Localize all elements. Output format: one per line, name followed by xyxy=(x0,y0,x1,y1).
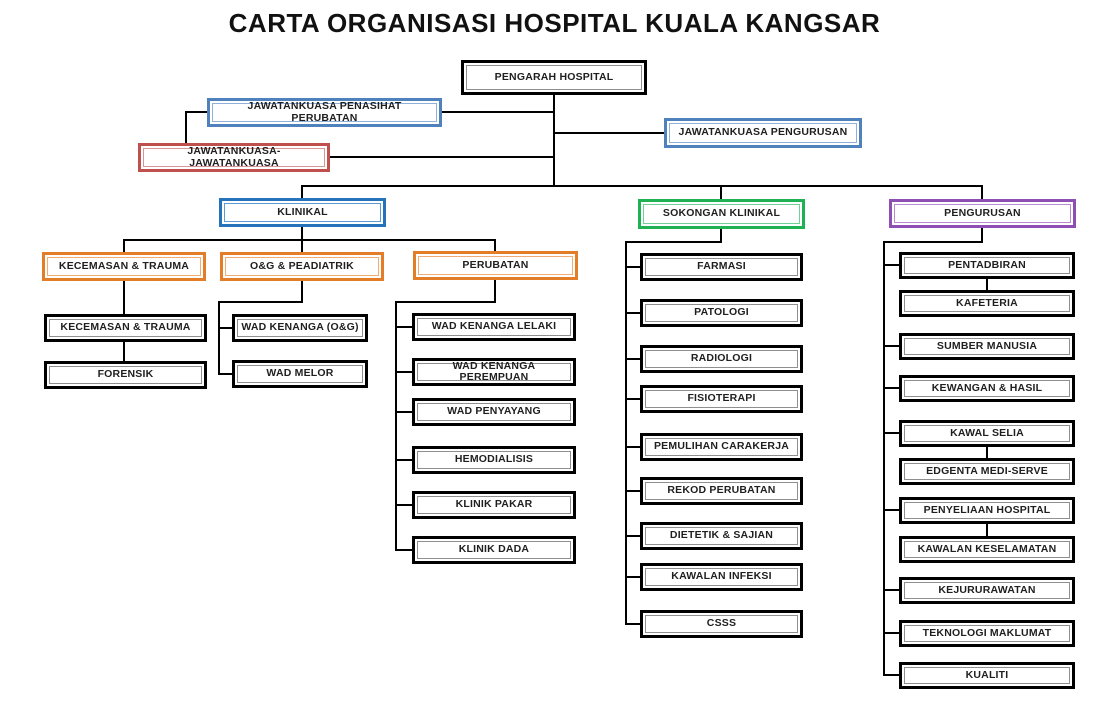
connector-sokongan-stub-6 xyxy=(625,490,640,492)
connector-perubatan-elbow xyxy=(395,301,495,303)
org-box-jawatankuasa-penasihat-perubatan xyxy=(207,98,442,127)
connector-jawatankuasa-right xyxy=(330,156,554,158)
connector-pengurusan-stub-teknologi xyxy=(883,632,899,634)
org-box-label: KECEMASAN & TRAUMA xyxy=(47,257,201,276)
connector-sokongan-stub-2 xyxy=(625,312,640,314)
org-box-label: RADIOLOGI xyxy=(645,350,798,368)
org-box-label: KEWANGAN & HASIL xyxy=(904,380,1070,397)
connector-penasihat-to-jawatankuasa xyxy=(185,111,187,143)
connector-perubatan-stub-5 xyxy=(395,504,412,506)
connector-pengurusan-elbow xyxy=(883,241,982,243)
org-box-label: CSSS xyxy=(645,615,798,633)
connector-pengurusan-stub-penyeliaan xyxy=(883,509,899,511)
org-box-csss xyxy=(640,610,803,638)
connector-og-spine xyxy=(218,301,220,374)
connector-perubatan-down xyxy=(494,280,496,303)
org-box-label: PENGARAH HOSPITAL xyxy=(466,65,642,90)
org-box-farmasi xyxy=(640,253,803,281)
org-box-label: PENGURUSAN xyxy=(894,204,1071,223)
org-box-kewangan-hasil xyxy=(899,375,1075,402)
org-box-dietetik-sajian xyxy=(640,522,803,550)
org-box-label: REKOD PERUBATAN xyxy=(645,482,798,500)
org-box-jawatankuasa-jawatankuasa xyxy=(138,143,330,172)
org-box-sumber-manusia xyxy=(899,333,1075,360)
connector-pengarah-trunk xyxy=(553,95,555,186)
connector-sokongan-stub-1 xyxy=(625,266,640,268)
org-box-label: HEMODIALISIS xyxy=(417,451,571,469)
org-box-pemulihan-carakerja xyxy=(640,433,803,461)
org-box-hemodialisis xyxy=(412,446,576,474)
org-box-wad-kenanga-lelaki xyxy=(412,313,576,341)
org-box-label: JAWATANKUASA- JAWATANKUASA xyxy=(143,148,325,167)
connector-sokongan-stub-9 xyxy=(625,623,640,625)
connector-perubatan-stub-3 xyxy=(395,411,412,413)
connector-og-elbow xyxy=(218,301,303,303)
connector-jk-pengurusan xyxy=(554,132,664,134)
org-box-label: DIETETIK & SAJIAN xyxy=(645,527,798,545)
connector-sokongan-stub-3 xyxy=(625,358,640,360)
org-box-label: WAD KENANGA PEREMPUAN xyxy=(417,363,571,381)
org-box-label: KECEMASAN & TRAUMA xyxy=(49,319,202,337)
org-box-edgenta-medi-serve xyxy=(899,458,1075,485)
org-box-label: KAFETERIA xyxy=(904,295,1070,312)
org-box-label: KEJURURAWATAN xyxy=(904,582,1070,599)
page-title: CARTA ORGANISASI HOSPITAL KUALA KANGSAR xyxy=(228,8,881,38)
org-box-label: WAD KENANGA (O&G) xyxy=(237,319,363,337)
connector-sokongan-stub-8 xyxy=(625,576,640,578)
connector-penasihat-left xyxy=(185,111,207,113)
connector-division-distribution xyxy=(301,185,982,187)
connector-drop-klinikal xyxy=(301,185,303,198)
org-box-jawatankuasa-pengurusan xyxy=(664,118,862,148)
connector-penyeliaan-keselamatan xyxy=(986,524,988,536)
org-box-kualiti xyxy=(899,662,1075,689)
connector-pentadbiran-kafeteria xyxy=(986,279,988,290)
connector-sokongan-stub-5 xyxy=(625,446,640,448)
org-box-label: SUMBER MANUSIA xyxy=(904,338,1070,355)
org-box-label: PENYELIAAN HOSPITAL xyxy=(904,502,1070,519)
org-box-label: KLINIK PAKAR xyxy=(417,496,571,514)
connector-drop-og xyxy=(301,239,303,252)
org-box-label: KAWALAN INFEKSI xyxy=(645,568,798,586)
connector-pengurusan-stub-kualiti xyxy=(883,674,899,676)
org-box-label: KAWALAN KESELAMATAN xyxy=(904,541,1070,558)
org-box-label: KLINIK DADA xyxy=(417,541,571,559)
connector-penasihat-right xyxy=(442,111,554,113)
org-box-perubatan-unit xyxy=(413,251,578,280)
org-box-kecemasan-trauma xyxy=(44,314,207,342)
org-box-label: FARMASI xyxy=(645,258,798,276)
connector-pengurusan-stub-pentadbiran xyxy=(883,264,899,266)
org-box-kawalan-infeksi xyxy=(640,563,803,591)
connector-pengurusan-stub-kawal-selia xyxy=(883,432,899,434)
org-box-rekod-perubatan xyxy=(640,477,803,505)
connector-og-down xyxy=(301,281,303,302)
org-box-wad-melor xyxy=(232,360,368,388)
connector-drop-kecemasan xyxy=(123,239,125,252)
org-box-label: PATOLOGI xyxy=(645,304,798,322)
org-box-pengarah-hospital xyxy=(461,60,647,95)
org-box-label: TEKNOLOGI MAKLUMAT xyxy=(904,625,1070,642)
connector-og-stub-2 xyxy=(218,373,232,375)
connector-drop-perubatan xyxy=(494,239,496,251)
org-box-label: EDGENTA MEDI-SERVE xyxy=(904,463,1070,480)
connector-kecemasan-child1 xyxy=(123,281,125,314)
connector-perubatan-spine xyxy=(395,301,397,551)
org-box-label: JAWATANKUASA PENASIHAT PERUBATAN xyxy=(212,103,437,122)
org-box-radiologi xyxy=(640,345,803,373)
org-box-label: FISIOTERAPI xyxy=(645,390,798,408)
org-box-pengurusan xyxy=(889,199,1076,228)
org-box-klinikal xyxy=(219,198,386,227)
org-box-label: SOKONGAN KLINIKAL xyxy=(643,204,800,224)
org-box-label: KAWAL SELIA xyxy=(904,425,1070,442)
connector-sokongan-stub-4 xyxy=(625,398,640,400)
connector-perubatan-stub-2 xyxy=(395,371,412,373)
connector-pengurusan-stub-kejururawatan xyxy=(883,589,899,591)
connector-pengurusan-spine xyxy=(883,241,885,676)
org-box-label: KUALITI xyxy=(904,667,1070,684)
org-box-pentadbiran xyxy=(899,252,1075,279)
org-box-label: WAD MELOR xyxy=(237,365,363,383)
connector-kecemasan-child2 xyxy=(123,342,125,361)
org-box-patologi xyxy=(640,299,803,327)
org-box-penyeliaan-hospital xyxy=(899,497,1075,524)
connector-drop-pengurusan xyxy=(981,185,983,199)
connector-sokongan-stub-7 xyxy=(625,535,640,537)
org-box-sokongan-klinikal xyxy=(638,199,805,229)
org-box-kawal-selia xyxy=(899,420,1075,447)
org-box-teknologi-maklumat xyxy=(899,620,1075,647)
org-box-klinik-pakar xyxy=(412,491,576,519)
connector-perubatan-stub-6 xyxy=(395,549,412,551)
org-box-forensik xyxy=(44,361,207,389)
org-box-label: WAD KENANGA LELAKI xyxy=(417,318,571,336)
org-box-kafeteria xyxy=(899,290,1075,317)
connector-drop-sokongan xyxy=(720,185,722,199)
org-box-label: PERUBATAN xyxy=(418,256,573,275)
org-box-label: WAD PENYAYANG xyxy=(417,403,571,421)
org-box-fisioterapi xyxy=(640,385,803,413)
org-box-label: PEMULIHAN CARAKERJA xyxy=(645,438,798,456)
org-box-wad-kenanga-og xyxy=(232,314,368,342)
org-box-label: KLINIKAL xyxy=(224,203,381,222)
connector-klinikal-distribution xyxy=(123,239,495,241)
org-box-label: O&G & PEADIATRIK xyxy=(225,257,379,276)
org-box-klinik-dada xyxy=(412,536,576,564)
connector-pengurusan-stub-kewangan xyxy=(883,387,899,389)
org-box-label: FORENSIK xyxy=(49,366,202,384)
connector-sokongan-spine xyxy=(625,241,627,625)
connector-kawalselia-edgenta xyxy=(986,447,988,458)
org-box-wad-kenanga-perempuan xyxy=(412,358,576,386)
connector-sokongan-elbow xyxy=(625,241,721,243)
org-box-kawalan-keselamatan xyxy=(899,536,1075,563)
connector-pengurusan-stub-sumber-manusia xyxy=(883,345,899,347)
org-box-label: JAWATANKUASA PENGURUSAN xyxy=(669,123,857,143)
org-box-wad-penyayang xyxy=(412,398,576,426)
connector-og-stub-1 xyxy=(218,327,232,329)
connector-perubatan-stub-4 xyxy=(395,459,412,461)
org-box-label: PENTADBIRAN xyxy=(904,257,1070,274)
org-box-kejururawatan xyxy=(899,577,1075,604)
org-box-og-peadiatrik-unit xyxy=(220,252,384,281)
org-box-kecemasan-trauma-unit xyxy=(42,252,206,281)
connector-perubatan-stub-1 xyxy=(395,326,412,328)
